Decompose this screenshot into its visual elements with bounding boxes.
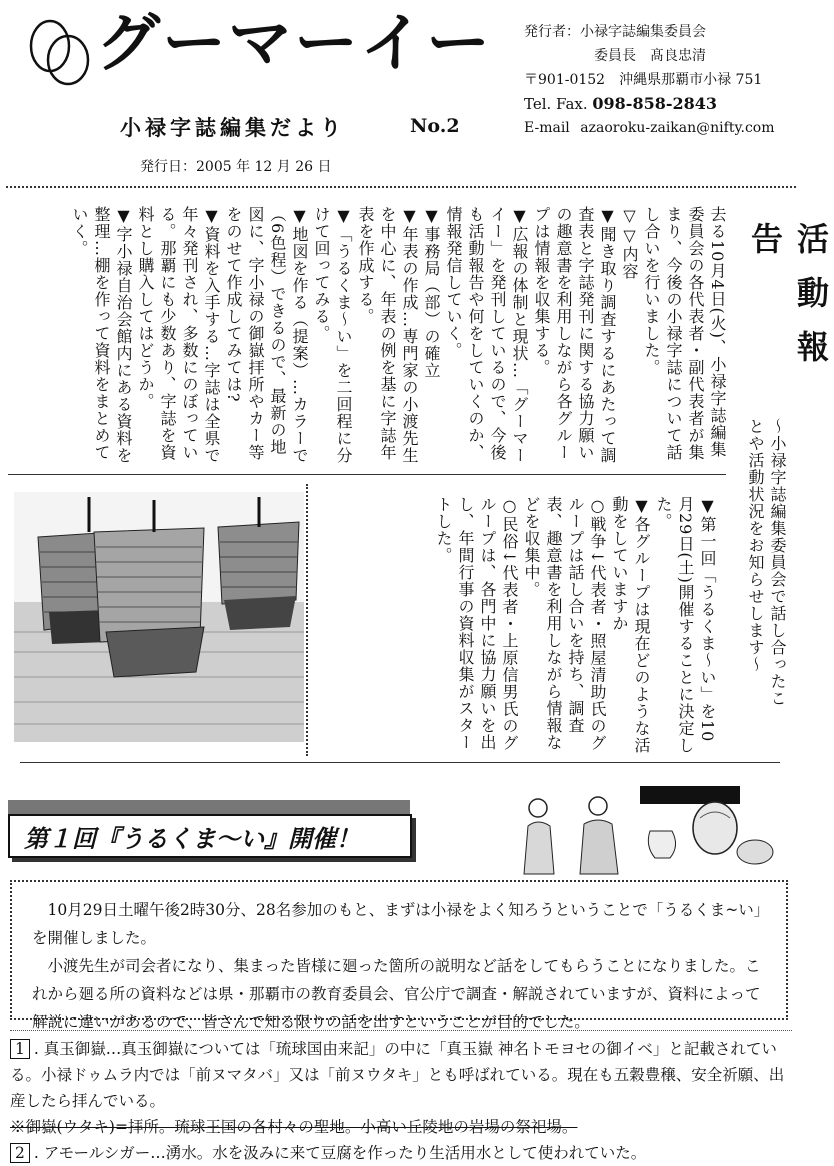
phone-label: Tel. Fax. xyxy=(524,95,588,113)
event-intro-paragraph-1: 10月29日土曜午後2時30分、28名参加のもと、まずは小禄をよく知ろうということで「うるくま~い」を開催しました。 xyxy=(32,901,770,947)
event-intro-paragraph-2: 小渡先生が司会者になり、集まった皆様に廻った箇所の説明など話をしてもらうことになりました。これから廻る所の資料などは県・那覇市の教育委員会、官公庁で調査・解説されていますが、資料によって解説に違いがあるので、皆さんで知る限りの話を出すということが目的でした。 xyxy=(32,957,761,1031)
ryukyu-ships-illustration xyxy=(14,492,304,742)
email-address: azaoroku-zaikan@nifty.com xyxy=(580,120,775,136)
banner-shadow-bar xyxy=(8,800,410,814)
item-note: ※御嶽(ウタキ)=拝所。琉球王国の各村々の聖地。小高い丘陵地の岩場の祭祀場。 xyxy=(10,1118,578,1136)
item-number: 2 xyxy=(10,1143,30,1163)
activity-report-lower-text: ▼第一回「うるくま～い」を10月29日(土)開催することに決定した。 ▼各グループは現在どのような活動をしていますか ○戦争↓代表者・照屋清助氏のグループは話し合いを持ち、調査表、趣意書を利用しながら情報などを収集中。 ○民俗↓代表者・上原信男氏のグループは、各門中に協力願いを出し、年間行事の資料収集がスタートした。 xyxy=(434,496,717,754)
item-text: . アモールシガー…湧水。水を汲みに来て豆腐を作ったり生活用水として使われていた。 xyxy=(33,1144,647,1162)
event-banner: 第１回『うるくま～い』開催！ xyxy=(8,814,412,858)
activity-report-title: 活動報告 xyxy=(746,222,830,384)
publisher-chair: 委員長 髙良忠清 xyxy=(594,48,706,64)
site-list xyxy=(10,1036,794,1166)
publisher-phone xyxy=(524,92,775,116)
newsletter-subtitle: 小禄字誌編集だより xyxy=(120,115,345,140)
activity-report-subtitle: ～小禄字誌編集委員会で話し合ったことや活動状況をお知らせします～ xyxy=(746,418,787,707)
newsletter-logo-rings xyxy=(28,16,92,86)
phone-number: 098-858-2843 xyxy=(592,94,718,113)
item-number: 1 xyxy=(10,1039,30,1059)
vertical-dotted-divider xyxy=(306,484,308,756)
publisher-address: 〒901-0152 沖縄県那覇市小禄 751 xyxy=(524,72,763,88)
footer-dotted-rule xyxy=(10,1030,792,1031)
email-label: E-mail xyxy=(524,120,570,136)
publisher-info xyxy=(524,20,775,140)
item-text: . 真玉御嶽…真玉御嶽については「琉球国由来記」の中に「真玉嶽 神名トモヨセの御イベ」と記載されている。小禄ドゥムラ内では「前ヌマタバ」又は「前ヌウタキ」とも呼ばれている。現在も五穀豊穣、安全祈願、出産したら拝んでいる。 xyxy=(10,1040,785,1110)
upper-lower-divider xyxy=(8,474,726,475)
event-intro-box xyxy=(10,880,788,1031)
publication-date: 発行日：2005 年 12 月 26 日 xyxy=(140,159,332,175)
activity-report-upper-text: 去る10月4日(火)、小禄字誌編集委員会の各代表者・副代表者が集まり、今後の小禄字誌について話し合いを行いました。 ▽▽内容 ▼聞き取り調査するにあたって調査表と字誌発刊に関する協力願いの趣意書を利用しながら各グループは情報を収集する。 ▼広報の体制と現状…「グーマーイー」を発刊しているので、今後も活動報告や何をしていくのか、情報発信していく。 ▼事務局（部）の確立 ▼年表の作成…専門家の小渡先生を中心に、年表の例を基に字誌年表を作成する。 ▼「うるくま～い」を二回程に分けて回ってみる。 ▼地図を作る（提案）…カラーで（6色程）できるので、最新の地図に、字小禄の御嶽拝所やカー等をのせて作成してみては? ▼資料を入手する…字誌は全県で年々発刊され、多数にのぼっている。那覇にも少数あり、字誌を資料とし購入してはどうか。 ▼字小禄自治会館内にある資料を整理…棚を作って資料をまとめていく。 xyxy=(70,206,727,464)
publisher-name: 発行者：小禄字誌編集委員会 xyxy=(524,24,706,40)
section-divider xyxy=(20,762,780,763)
list-item xyxy=(10,1036,794,1114)
people-pottery-illustration xyxy=(510,786,780,876)
list-item xyxy=(10,1140,794,1166)
newsletter-title: グーマーイー xyxy=(96,6,492,81)
issue-number: No.2 xyxy=(410,115,460,137)
publisher-email xyxy=(524,116,775,140)
header-divider xyxy=(6,186,796,188)
